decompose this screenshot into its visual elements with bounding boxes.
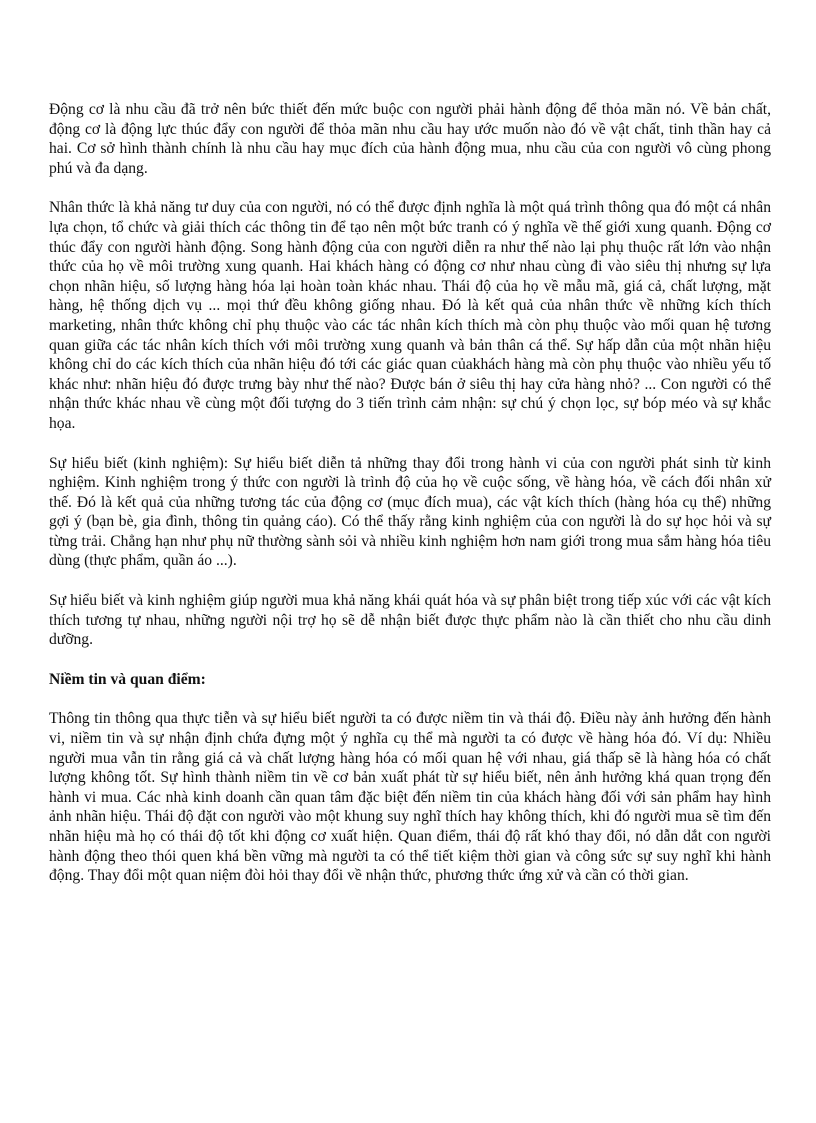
section-heading-beliefs: Niềm tin và quan điểm: xyxy=(49,670,206,688)
paragraph-perception: Nhân thức là khả năng tư duy của con người, nó có thể được định nghĩa là một quá trình thông qua đó một cá nhân lựa chọn, tổ chức và giải thích các thông tin để tạo nên một bức tranh có ý nghĩa về thế giới xung quanh. Động cơ thúc đẩy con người hành động. Song hành động của con người diễn ra như thế nào lại phụ thuộc rất lớn vào nhận thức của họ về môi trường xung quanh. Hai khách hàng có động cơ như nhau cùng đi vào siêu thị nhưng sự lựa chọn nhãn hiệu, số lượng hàng hóa lại hoàn toàn khác nhau. Thái độ của họ về mẫu mã, giá cả, chất lượng, mặt hàng, hệ thống dịch vụ ... mọi thứ đều không giống nhau. Đó là kết quả của nhân thức về những kích thích marketing, nhân thức không chỉ phụ thuộc vào các tác nhân kích thích mà còn phụ thuộc vào mối quan hệ tương quan giữa các tác nhân kích thích với môi trường xung quanh và bản thân cá thể. Sự hấp dẫn của một nhãn hiệu không chỉ do các kích thích của nhãn hiệu đó tới các giác quan củakhách hàng mà còn phụ thuộc vào nhiều yếu tố khác như: nhãn hiệu đó được trưng bày như thế nào? Được bán ở siêu thị hay cửa hàng nhỏ? ... Con người có thể nhận thức khác nhau về cùng một đối tượng do 3 tiến trình cảm nhận: sự chú ý chọn lọc, sự bóp méo và sự khắc họa. xyxy=(49,199,771,432)
paragraph-motivation: Động cơ là nhu cầu đã trở nên bức thiết đến mức buộc con người phải hành động để thỏa mãn nó. Về bản chất, động cơ là động lực thúc đẩy con người để thỏa mãn nhu cầu hay ước muốn nào đó về vật chất, tinh thần hay cả hai. Cơ sở hình thành chính là nhu cầu hay mục đích của hành động mua, nhu cầu của con người vô cùng phong phú và đa dạng. xyxy=(49,101,771,177)
paragraph-beliefs: Thông tin thông qua thực tiễn và sự hiểu biết người ta có được niềm tin và thái độ. Điều này ảnh hưởng đến hành vi, niềm tin và sự nhận định chứa đựng một ý nghĩa cụ thể mà người ta có được về hàng hóa đó. Ví dụ: Nhiều người mua vẫn tin rằng giá cả và chất lượng hàng hóa có mối quan hệ với nhau, giá thấp sẽ là hàng hóa có chất lượng không tốt. Sự hình thành niềm tin về cơ bản xuất phát từ sự hiểu biết, nên ảnh hưởng khá quan trọng đến hành vi mua. Các nhà kinh doanh cần quan tâm đặc biệt đến niềm tin của khách hàng đối với sản phẩm hay hình ảnh nhãn hiệu. Thái độ đặt con người vào một khung suy nghĩ thích hay không thích, khi đó người mua sẽ tìm đến nhãn hiệu mà họ có thái độ tốt khi động cơ xuất hiện. Quan điểm, thái độ rất khó thay đổi, nó dẫn dắt con người hành động theo thói quen khá bền vững mà người ta có thể tiết kiệm thời gian và công sức sự suy nghĩ khi hành động. Thay đổi một quan niệm đòi hỏi thay đổi về nhận thức, phương thức ứng xử và cần có thời gian. xyxy=(49,710,771,885)
paragraph-experience: Sự hiểu biết và kinh nghiệm giúp người mua khả năng khái quát hóa và sự phân biệt trong tiếp xúc với các vật kích thích tương tự nhau, những người nội trợ họ sẽ dễ nhận biết được thực phẩm nào là cần thiết cho nhu cầu dinh dưỡng. xyxy=(49,592,771,649)
document-page xyxy=(49,100,771,906)
paragraph-learning: Sự hiểu biết (kinh nghiệm): Sự hiểu biết diễn tả những thay đổi trong hành vi của con người phát sinh từ kinh nghiệm. Kinh nghiệm trong ý thức con người là trình độ của họ về cuộc sống, về hàng hóa, về cách đối nhân xử thế. Đó là kết quả của những tương tác của động cơ (mục đích mua), các vật kích thích (hàng hóa cụ thể) những gợi ý (bạn bè, gia đình, thông tin quảng cáo). Có thể thấy rằng kinh nghiệm của con người là do sự học hỏi và sự từng trải. Chẳng hạn như phụ nữ thường sành sỏi và nhiều kinh nghiệm hơn nam giới trong mua sắm hàng hóa tiêu dùng (thực phẩm, quần áo ...). xyxy=(49,454,771,570)
